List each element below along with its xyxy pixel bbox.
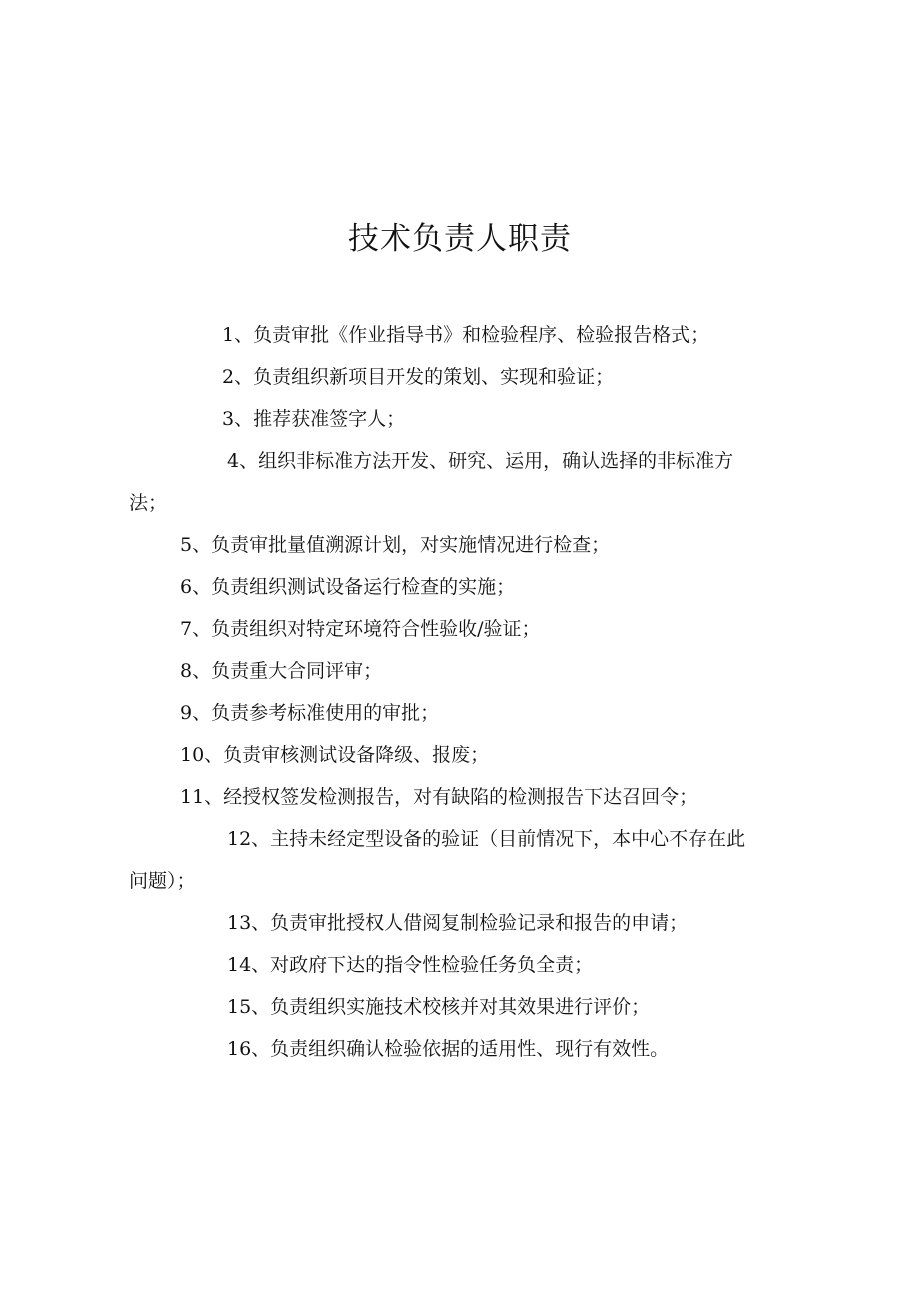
duty-item-12-continuation: 问题）； — [129, 870, 196, 892]
duty-item-7: 7、负责组织对特定环境符合性验收/验证； — [180, 618, 541, 640]
duty-item-2: 2、负责组织新项目开发的策划、实现和验证； — [222, 366, 615, 388]
duty-item-1: 1、负责审批《作业指导书》和检验程序、检验报告格式； — [222, 324, 710, 346]
duty-item-14: 14、对政府下达的指令性检验任务负全责； — [227, 954, 594, 976]
duty-item-6: 6、负责组织测试设备运行检查的实施； — [180, 576, 516, 598]
duty-item-10: 10、负责审核测试设备降级、报废； — [180, 744, 490, 766]
duty-item-9: 9、负责参考标准使用的审批； — [180, 702, 440, 724]
duty-item-15: 15、负责组织实施技术校核并对其效果进行评价； — [227, 996, 651, 1018]
duty-item-3: 3、推荐获准签字人； — [222, 408, 406, 430]
page-title: 技术负责人职责 — [348, 221, 572, 257]
duty-item-12: 12、主持未经定型设备的验证（目前情况下，本中心不存在此 — [227, 828, 746, 850]
duty-item-4: 4、组织非标准方法开发、研究、运用，确认选择的非标准方 — [227, 450, 734, 472]
duty-item-4-continuation: 法； — [129, 492, 168, 514]
duty-item-13: 13、负责审批授权人借阅复制检验记录和报告的申请； — [227, 912, 689, 934]
duty-item-8: 8、负责重大合同评审； — [180, 660, 383, 682]
duty-item-16: 16、负责组织确认检验依据的适用性、现行有效性。 — [227, 1038, 670, 1060]
duty-item-5: 5、负责审批量值溯源计划，对实施情况进行检查； — [180, 534, 611, 556]
duty-item-11: 11、经授权签发检测报告，对有缺陷的检测报告下达召回令； — [180, 786, 699, 808]
